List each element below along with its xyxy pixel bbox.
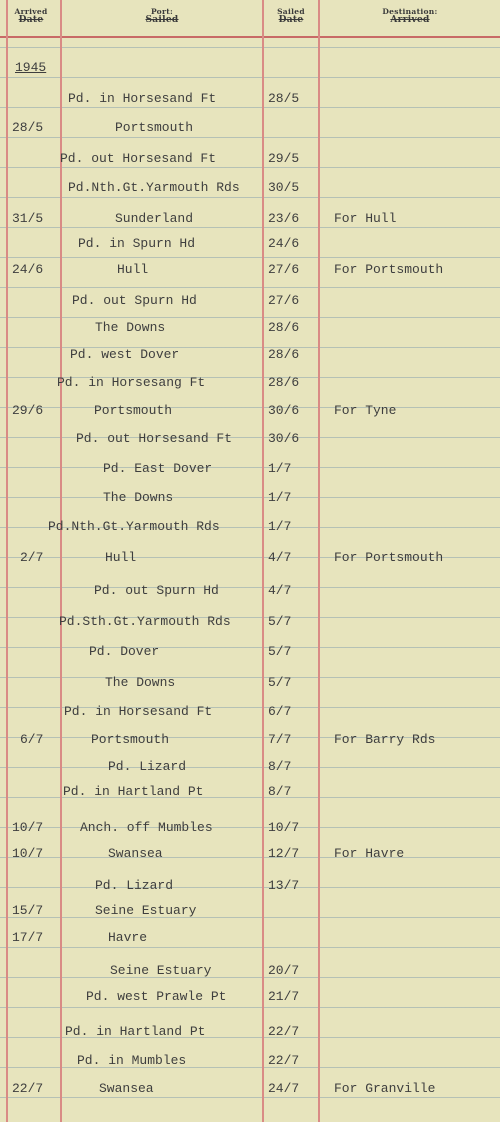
sailed-header-label: Sailed: [277, 7, 305, 16]
sailed-date: 6/7: [268, 704, 292, 719]
port-name: Pd. out Spurn Hd: [72, 293, 197, 308]
arrived-header: [4, 7, 58, 25]
arrived-date: 24/6: [12, 262, 44, 277]
sailed-date: 5/7: [268, 644, 292, 659]
arrived-header-label: Arrived: [14, 7, 48, 16]
port-header-label: Port:: [150, 7, 174, 16]
sailed-date: 28/6: [268, 375, 300, 390]
port-name: Pd. in Horsesand Ft: [68, 91, 217, 106]
port-name: Sunderland: [115, 211, 194, 226]
sailed-date: 28/5: [268, 91, 300, 106]
port-name: Portsmouth: [94, 403, 173, 418]
sailed-date: 21/7: [268, 989, 300, 1004]
arrived-date: 29/6: [12, 403, 44, 418]
arrived-date: 10/7: [12, 846, 44, 861]
sailed-date: 20/7: [268, 963, 300, 978]
destination-text: For Havre: [334, 846, 405, 861]
sailed-date: 30/6: [268, 431, 300, 446]
sailed-date: 1/7: [268, 490, 292, 505]
sailed-date: 5/7: [268, 614, 292, 629]
arrived-header-struck: Date: [18, 15, 44, 25]
destination-text: For Tyne: [334, 403, 397, 418]
sailed-date: 28/6: [268, 347, 300, 362]
sailed-date: 4/7: [268, 550, 292, 565]
header-rule: [0, 37, 500, 38]
port-name: Pd. in Spurn Hd: [78, 236, 196, 251]
destination-text: For Portsmouth: [334, 550, 444, 565]
port-name: Pd. out Horsesand Ft: [76, 431, 233, 446]
sailed-date: 5/7: [268, 675, 292, 690]
port-name: The Downs: [105, 675, 176, 690]
sailed-date: 30/6: [268, 403, 300, 418]
sailed-date: 29/5: [268, 151, 300, 166]
arrived-date: 22/7: [12, 1081, 44, 1096]
destination-text: For Hull: [334, 211, 397, 226]
destination-text: For Barry Rds: [334, 732, 436, 747]
sailed-date: 1/7: [268, 519, 292, 534]
port-name: The Downs: [95, 320, 166, 335]
port-name: Swansea: [108, 846, 163, 861]
sailed-date: 30/5: [268, 180, 300, 195]
destination-text: For Granville: [334, 1081, 436, 1096]
port-header-struck: Sailed: [145, 15, 179, 25]
port-name: Seine Estuary: [95, 903, 197, 918]
column-rule-sailed: [318, 0, 320, 1122]
port-name: Pd. in Horsesang Ft: [57, 375, 206, 390]
destination-header-label: Destination:: [382, 7, 438, 16]
arrived-date: 17/7: [12, 930, 44, 945]
port-name: Pd.Nth.Gt.Yarmouth Rds: [68, 180, 240, 195]
arrived-date: 10/7: [12, 820, 44, 835]
port-name: Pd. in Hartland Pt: [63, 784, 204, 799]
sailed-date: 28/6: [268, 320, 300, 335]
column-rule-port: [262, 0, 264, 1122]
sailed-date: 24/7: [268, 1081, 300, 1096]
port-name: Pd. Lizard: [108, 759, 187, 774]
sailed-date: 10/7: [268, 820, 300, 835]
port-name: Pd. East Dover: [103, 461, 213, 476]
port-name: Pd. west Prawle Pt: [86, 989, 227, 1004]
destination-text: For Portsmouth: [334, 262, 444, 277]
sailed-date: 27/6: [268, 262, 300, 277]
port-header: [64, 7, 260, 25]
port-name: The Downs: [103, 490, 174, 505]
destination-header-struck: Arrived: [390, 15, 430, 25]
port-name: Anch. off Mumbles: [80, 820, 213, 835]
port-name: Hull: [105, 550, 137, 565]
port-name: Portsmouth: [91, 732, 170, 747]
sailed-date: 12/7: [268, 846, 300, 861]
sailed-date: 8/7: [268, 784, 292, 799]
port-name: Swansea: [99, 1081, 154, 1096]
sailed-date: 8/7: [268, 759, 292, 774]
sailed-date: 4/7: [268, 583, 292, 598]
port-name: Seine Estuary: [110, 963, 212, 978]
arrived-date: 28/5: [12, 120, 44, 135]
column-header-bar: [0, 0, 500, 38]
sailed-date: 1/7: [268, 461, 292, 476]
year-label: 1945: [15, 60, 47, 75]
port-name: Pd. Dover: [89, 644, 160, 659]
margin-line-left: [6, 0, 8, 1122]
sailed-date: 7/7: [268, 732, 292, 747]
sailed-header-struck: Date: [278, 15, 304, 25]
port-name: Pd.Sth.Gt.Yarmouth Rds: [59, 614, 231, 629]
arrived-date: 2/7: [20, 550, 44, 565]
sailed-date: 22/7: [268, 1024, 300, 1039]
port-name: Pd. in Horsesand Ft: [64, 704, 213, 719]
port-name: Havre: [108, 930, 148, 945]
port-name: Pd. out Spurn Hd: [94, 583, 219, 598]
sailed-date: 24/6: [268, 236, 300, 251]
column-rule-arrived: [60, 0, 62, 1122]
arrived-date: 31/5: [12, 211, 44, 226]
port-name: Pd. in Mumbles: [77, 1053, 187, 1068]
sailed-date: 22/7: [268, 1053, 300, 1068]
sailed-date: 27/6: [268, 293, 300, 308]
arrived-date: 15/7: [12, 903, 44, 918]
sailed-date: 13/7: [268, 878, 300, 893]
port-name: Pd. west Dover: [70, 347, 180, 362]
port-name: Hull: [117, 262, 149, 277]
port-name: Pd.Nth.Gt.Yarmouth Rds: [48, 519, 220, 534]
port-name: Pd. out Horsesand Ft: [60, 151, 217, 166]
sailed-date: 23/6: [268, 211, 300, 226]
port-name: Pd. in Hartland Pt: [65, 1024, 206, 1039]
port-name: Portsmouth: [115, 120, 194, 135]
sailed-header: [266, 7, 316, 25]
destination-header: [322, 7, 498, 25]
arrived-date: 6/7: [20, 732, 44, 747]
port-name: Pd. Lizard: [95, 878, 174, 893]
